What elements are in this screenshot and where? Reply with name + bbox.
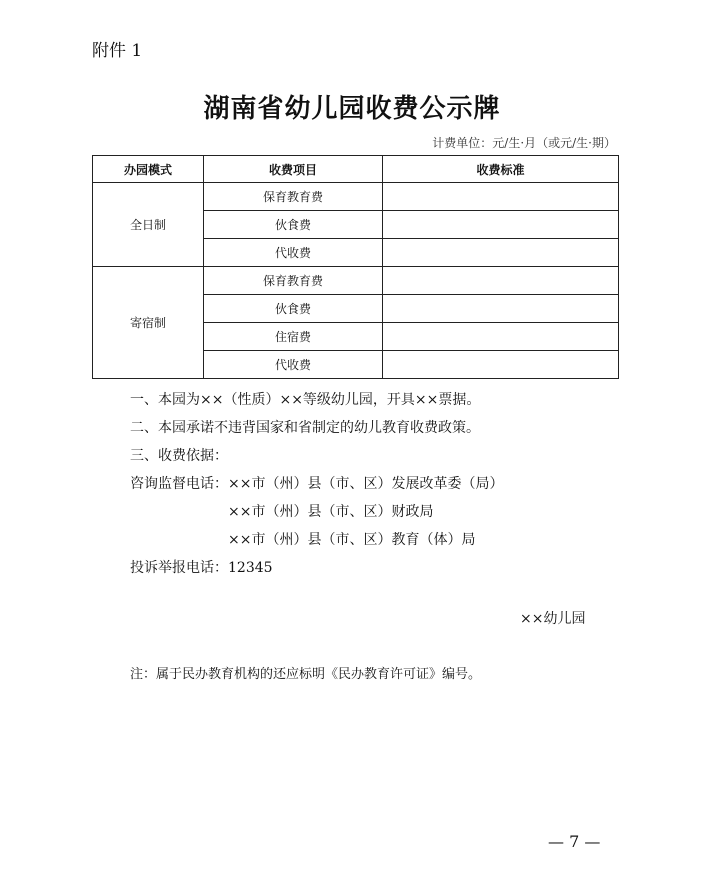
fee-item-cell: 代收费 bbox=[204, 351, 383, 379]
consult-dept-2: ××市（州）县（市、区）财政局 bbox=[228, 504, 434, 520]
fee-item-cell: 代收费 bbox=[204, 239, 383, 267]
complaint-line: 投诉举报电话：12345 bbox=[130, 560, 273, 576]
mode-cell-fullday: 全日制 bbox=[93, 183, 204, 267]
consult-label: 咨询监督电话： bbox=[130, 476, 228, 492]
note-line-1: 一、本园为××（性质）××等级幼儿园，开具××票据。 bbox=[130, 392, 481, 408]
billing-unit-note: 计费单位：元/生·月（或元/生·期） bbox=[432, 136, 616, 150]
consult-dept-3: ××市（州）县（市、区）教育（体）局 bbox=[228, 532, 476, 548]
page-number: — 7 — bbox=[548, 832, 601, 851]
fee-standard-cell bbox=[383, 211, 619, 239]
fee-standard-cell bbox=[383, 183, 619, 211]
fee-standard-cell bbox=[383, 323, 619, 351]
fee-item-cell: 住宿费 bbox=[204, 323, 383, 351]
consult-line bbox=[130, 473, 503, 493]
fee-item-cell: 伙食费 bbox=[204, 295, 383, 323]
note-line-3: 三、收费依据： bbox=[130, 448, 228, 464]
fee-item-cell: 保育教育费 bbox=[204, 183, 383, 211]
kindergarten-signature: ××幼儿园 bbox=[520, 611, 586, 627]
page-title: 湖南省幼儿园收费公示牌 bbox=[203, 94, 501, 124]
column-header-item: 收费项目 bbox=[204, 156, 383, 183]
fee-standard-cell bbox=[383, 295, 619, 323]
table-row bbox=[93, 183, 619, 211]
column-header-standard: 收费标准 bbox=[383, 156, 619, 183]
attachment-label: 附件 1 bbox=[92, 41, 143, 61]
fee-standard-cell bbox=[383, 267, 619, 295]
fee-item-cell: 伙食费 bbox=[204, 211, 383, 239]
table-row bbox=[93, 267, 619, 295]
mode-cell-boarding: 寄宿制 bbox=[93, 267, 204, 379]
table-header-row bbox=[93, 156, 619, 183]
note-line-2: 二、本园承诺不违背国家和省制定的幼儿教育收费政策。 bbox=[130, 420, 480, 436]
fee-item-cell: 保育教育费 bbox=[204, 267, 383, 295]
fee-table bbox=[92, 155, 619, 379]
column-header-mode: 办园模式 bbox=[93, 156, 204, 183]
fee-standard-cell bbox=[383, 239, 619, 267]
consult-dept-1: ××市（州）县（市、区）发展改革委（局） bbox=[228, 476, 504, 492]
footnote: 注：属于民办教育机构的还应标明《民办教育许可证》编号。 bbox=[130, 667, 482, 682]
fee-standard-cell bbox=[383, 351, 619, 379]
